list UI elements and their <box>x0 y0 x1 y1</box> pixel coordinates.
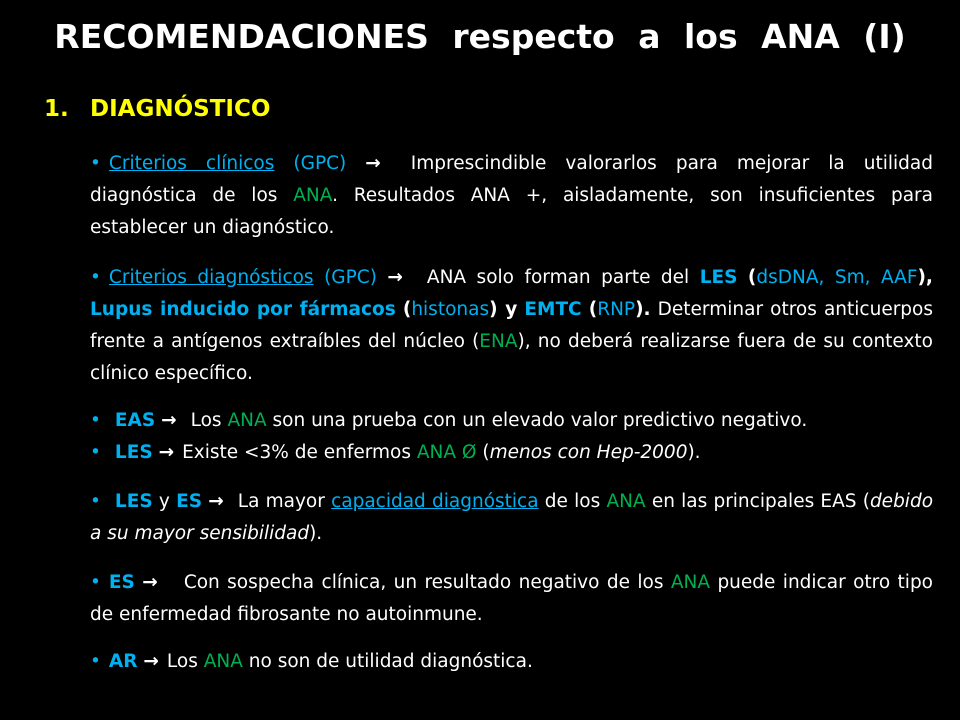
hep2000-note: menos con Hep-2000 <box>489 442 688 463</box>
arrow-icon: → <box>365 153 381 174</box>
text-segment: no son de utilidad diagnóstica. <box>248 651 533 672</box>
text-segment: son una prueba con un elevado valor predictivo negativo. <box>272 410 808 431</box>
gpc-label: (GPC) <box>324 267 377 288</box>
paragraph-eas <box>90 405 933 437</box>
rnp-term: RNP <box>597 299 636 320</box>
text-segment: Determinar otros anticuerpos frente a antígenos extraíbles del núcleo ( <box>90 299 934 352</box>
section-number: 1. <box>44 96 69 122</box>
bullet-icon: • <box>90 572 101 593</box>
arrow-icon: → <box>142 572 158 593</box>
text-segment: ). <box>635 299 651 320</box>
text-segment: La mayor <box>237 491 325 512</box>
section-label: DIAGNÓSTICO <box>90 96 271 122</box>
bullet-icon: • <box>90 267 101 288</box>
text-segment: Los <box>166 651 198 672</box>
text-segment: puede indicar otro tipo de enfermedad fibrosante no autoinmune. <box>90 572 934 625</box>
text-segment: Existe <3% de enfermos <box>182 442 412 463</box>
gpc-label: (GPC) <box>293 153 347 174</box>
ana-zero-term: ANA Ø <box>416 442 477 463</box>
text-segment: . Resultados ANA +, aisladamente, son insuficientes para establecer un diagnóstico. <box>90 185 933 238</box>
criterios-clinicos-link[interactable]: Criterios clínicos <box>108 153 275 174</box>
paragraph-criterios-diagnosticos <box>90 262 933 390</box>
paragraph-es <box>90 567 933 631</box>
arrow-icon: → <box>161 410 177 431</box>
bullet-icon: • <box>90 153 101 174</box>
ana-term: ANA <box>203 651 243 672</box>
histonas-term: histonas <box>411 299 490 320</box>
text-segment: y <box>158 491 170 512</box>
les-term: LES <box>699 267 738 288</box>
text-segment: Los <box>190 410 222 431</box>
arrow-icon: → <box>208 491 224 512</box>
les-label: LES <box>114 491 153 512</box>
arrow-icon: → <box>143 651 159 672</box>
paragraph-criterios-clinicos <box>90 148 933 244</box>
es-label: ES <box>176 491 203 512</box>
paragraph-ar <box>90 646 933 678</box>
text-segment: de los <box>544 491 601 512</box>
arrow-icon: → <box>387 267 403 288</box>
emtc-term: EMTC <box>524 299 582 320</box>
paragraph-les <box>90 437 933 469</box>
text-segment: ). <box>687 442 701 463</box>
criterios-diagnosticos-link[interactable]: Criterios diagnósticos <box>108 267 314 288</box>
ana-term: ANA <box>227 410 267 431</box>
ana-term: ANA <box>293 185 333 206</box>
sensibilidad-note: debido a su mayor sensibilidad <box>90 491 934 544</box>
text-segment: ), no deberá realizarse fuera de su contexto clínico específico. <box>90 331 934 384</box>
capacidad-diagnostica-link[interactable]: capacidad diagnóstica <box>331 491 539 512</box>
text-segment: Con sospecha clínica, un resultado negativo de los <box>183 572 664 593</box>
text-segment: ), <box>917 267 933 288</box>
page-title: RECOMENDACIONES respecto a los ANA (I) <box>54 17 906 56</box>
text-segment: Imprescindible valorarlos para mejorar la utilidad diagnóstica de los <box>90 153 933 206</box>
bullet-icon: • <box>90 410 101 431</box>
ar-label: AR <box>108 651 138 672</box>
text-segment: ) y <box>489 299 518 320</box>
text-segment: ). <box>309 523 323 544</box>
les-label: LES <box>114 442 153 463</box>
dsdna-term: dsDNA, Sm, AAF <box>756 267 918 288</box>
es-label: ES <box>108 572 135 593</box>
paragraph-les-es <box>90 486 933 550</box>
eas-label: EAS <box>114 410 156 431</box>
bullet-icon: • <box>90 491 101 512</box>
bullet-icon: • <box>90 442 101 463</box>
bullet-icon: • <box>90 651 101 672</box>
ana-term: ANA <box>670 572 711 593</box>
lupus-term: Lupus inducido por fármacos <box>90 299 396 320</box>
text-segment: ( <box>482 442 490 463</box>
text-segment: en las principales EAS ( <box>651 491 870 512</box>
text-segment: ( <box>588 299 598 320</box>
ana-term: ANA <box>606 491 646 512</box>
text-segment: ( <box>402 299 412 320</box>
arrow-icon: → <box>158 442 175 463</box>
section-heading <box>44 96 270 122</box>
ena-term: ENA <box>479 331 518 352</box>
text-segment: ( <box>747 267 757 288</box>
text-segment: ANA solo forman parte del <box>426 267 690 288</box>
